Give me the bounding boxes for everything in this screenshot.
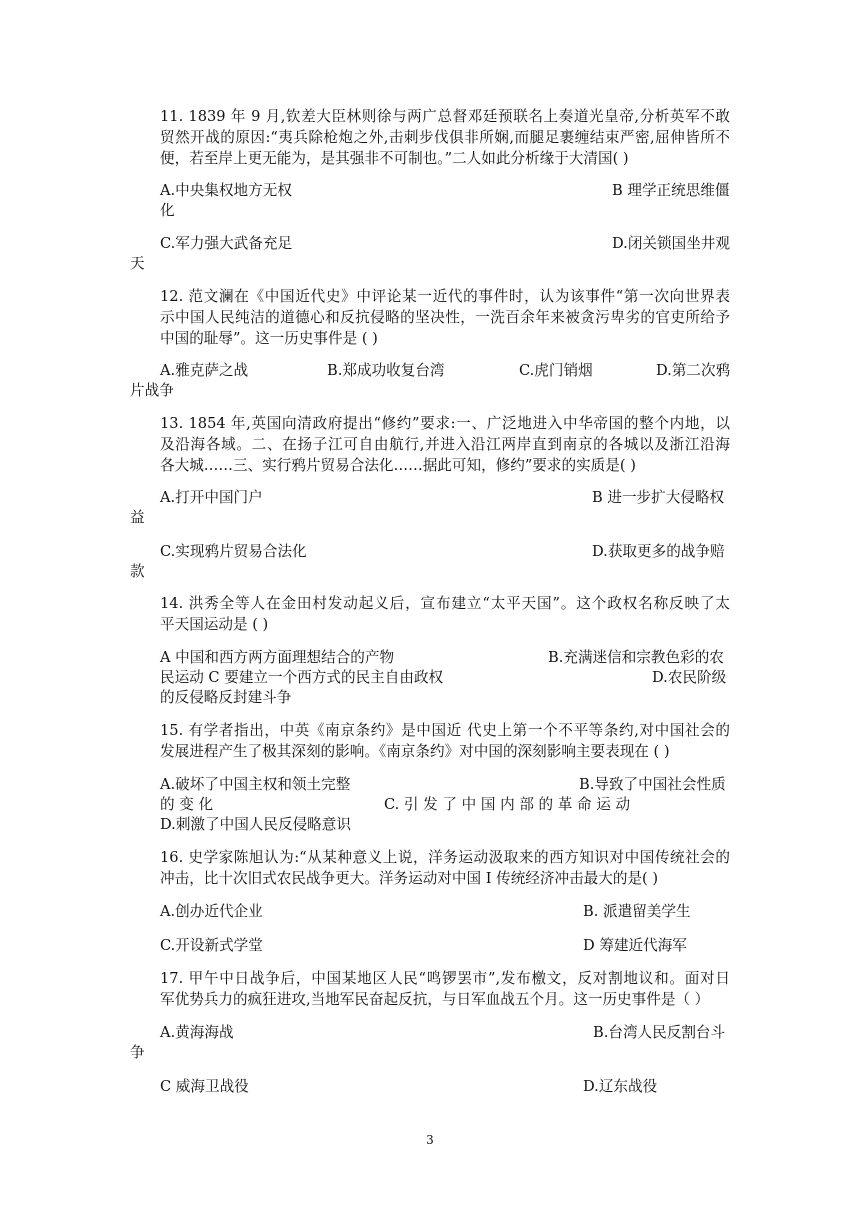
- q11-option-c: C.军力强大武备充足: [160, 235, 293, 252]
- q13-option-b-wrap: 益: [130, 509, 145, 526]
- q12-option-c: C.虎门销烟: [519, 362, 593, 379]
- q15-option-c: C. 引 发 了 中 国 内 部 的 革 命 运 动: [384, 796, 631, 813]
- q14-option-b: B.充满迷信和宗教色彩的农: [548, 649, 724, 666]
- q16-option-d: D 筹建近代海军: [583, 937, 687, 954]
- q13-option-b: B 进一步扩大侵略权: [592, 489, 725, 506]
- q12-line2: 示中国人民纯洁的道德心和反抗侵略的坚决性，一洗百余年来被贪污卑劣的官吏所给予: [160, 309, 730, 326]
- q14-line2: 平天国运动是 ( ): [160, 616, 269, 633]
- q15-option-b: B.导致了中国社会性质: [579, 776, 726, 793]
- q15-option-b-wrap: 的 变 化: [160, 796, 214, 813]
- q12-option-a: A.雅克萨之战: [160, 362, 249, 379]
- q17-option-d: D.辽东战役: [583, 1078, 658, 1095]
- q17-line1: 17. 甲午中日战争后，中国某地区人民“鸣锣罢市”,发布檄文，反对割地议和。面对日: [160, 970, 730, 987]
- q13-option-c: C.实现鸦片贸易合法化: [160, 543, 307, 560]
- q11-option-d-wrap: 天: [130, 255, 145, 272]
- q16-option-b: B. 派遣留美学生: [583, 903, 691, 920]
- q11-option-d: D.闭关锁国坐井观: [612, 235, 730, 252]
- q17-option-b: B.台湾人民反割台斗: [593, 1024, 726, 1041]
- q11-option-b: B 理学正统思维僵: [612, 182, 730, 199]
- q14-option-d: D.农民阶级: [652, 669, 727, 686]
- q14-option-d-wrap: 的反侵略反封建斗争: [160, 689, 292, 706]
- q13-line1: 13. 1854 年,英国向清政府提出“修约”要求:一、广泛地进入中华帝国的整个内地，以: [160, 415, 730, 432]
- q16-line2: 冲击，比十次旧式农民战争更大。洋务运动对中国 I 传统经济冲击最大的是( ): [160, 870, 659, 887]
- q16-option-a: A.创办近代企业: [160, 903, 263, 920]
- q11-line2: 贸然开战的原因:“夷兵除枪炮之外,击刺步伐俱非所娴,而腿足裹缠结束严密,屈伸皆所不: [160, 129, 730, 146]
- q11-option-a-wrap: 化: [160, 202, 175, 219]
- q16-option-c: C.开设新式学堂: [160, 937, 263, 954]
- q14-option-c: 民运动 C 要建立一个西方式的民主自由政权: [160, 669, 444, 686]
- q15-option-a: A.破坏了中国主权和领土完整: [160, 776, 351, 793]
- q12-line3: 中国的耻辱”。这一历史事件是 ( ): [160, 330, 378, 347]
- q17-line2: 军优势兵力的疯狂进攻,当地军民奋起反抗，与日军血战五个月。这一历史事件是（ ）: [160, 991, 710, 1008]
- q13-option-a: A.打开中国门户: [160, 489, 263, 506]
- q12-option-b: B.郑成功收复台湾: [327, 362, 445, 379]
- q16-line1: 16. 史学家陈旭认为:“从某种意义上说，洋务运动汲取来的西方知识对中国传统社会的: [160, 849, 730, 866]
- q11-option-a: A.中央集权地方无权: [160, 182, 292, 199]
- q17-option-b-wrap: 争: [130, 1044, 145, 1061]
- q14-option-a: A 中国和西方两方面理想结合的产物: [160, 649, 395, 666]
- page-number: 3: [426, 1133, 434, 1147]
- q17-option-a: A.黄海海战: [160, 1024, 234, 1041]
- q14-line1: 14. 洪秀全等人在金田村发动起义后，宣布建立“太平天国”。这个政权名称反映了太: [160, 595, 730, 612]
- q13-line3: 各大城……三、实行鸦片贸易合法化……据此可知，修约”要求的实质是( ): [160, 457, 636, 474]
- q12-option-d: D.第二次鸦: [656, 362, 731, 379]
- q15-option-d: D.刺激了中国人民反侵略意识: [160, 816, 351, 833]
- q12-line1: 12. 范文澜在《中国近代史》中评论某一近代的事件时，认为该事件“第一次向世界表: [160, 288, 730, 305]
- q13-option-d: D.获取更多的战争赔: [592, 543, 725, 560]
- q15-line2: 发展进程产生了极其深刻的影响。《南京条约》对中国的深刻影响主要表现在 ( ): [160, 743, 670, 760]
- q11-line3: 便，若至岸上更无能为，是其强非不可制也。”二人如此分析缘于大清国( ): [160, 150, 629, 167]
- q11-line1: 11. 1839 年 9 月,钦差大臣林则徐与两广总督邓廷预联名上奏道光皇帝,分析英军不敢: [160, 108, 730, 125]
- q17-option-c: C 威海卫战役: [160, 1078, 249, 1095]
- q13-line2: 及沿海各域。二、在扬子江可自由航行,并进入沿江两岸直到南京的各城以及浙江沿海: [160, 436, 730, 453]
- q12-option-d-wrap: 片战争: [130, 382, 174, 399]
- q13-option-d-wrap: 款: [130, 563, 145, 580]
- q15-line1: 15. 有学者指出，中英《南京条约》是中国近 代史上第一个不平等条约,对中国社会的: [160, 722, 730, 739]
